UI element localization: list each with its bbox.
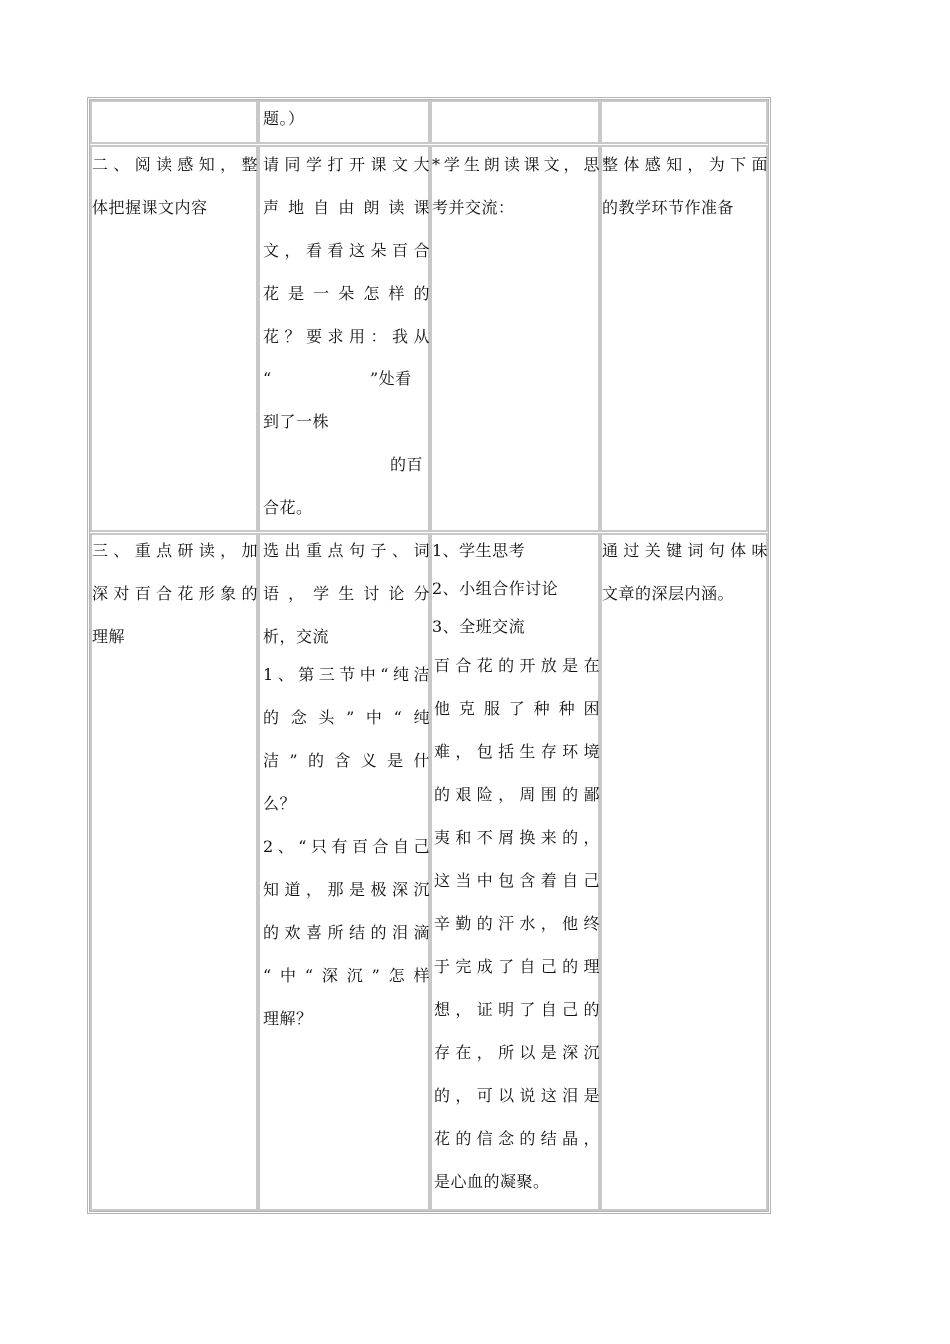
row0-col3-cell — [430, 100, 600, 144]
cell-text-line: 夷和不屑换来的， — [434, 828, 600, 847]
row2-col3-cell — [430, 533, 600, 1211]
cell-text-line: 1、学生思考 — [432, 541, 526, 560]
row1-col4-cell — [600, 145, 768, 532]
cell-text-line: 理解 — [92, 627, 126, 646]
cell-text-line: 理解？ — [263, 1009, 313, 1028]
row2-col2-cell — [258, 533, 430, 1211]
cell-text-line: 合花。 — [263, 498, 313, 517]
cell-text-line: “中“深沉”怎样 — [263, 966, 430, 985]
cell-text-line: 析，交流 — [263, 627, 330, 646]
cell-text-line: 文章的深层内涵。 — [602, 584, 735, 603]
cell-text-line: 花的信念的结晶， — [434, 1129, 600, 1148]
cell-text-line: ”处看 — [370, 369, 412, 388]
row0-col1-cell — [90, 100, 258, 144]
cell-text-line: 的艰险，周围的鄙 — [434, 785, 600, 804]
cell-text-line: 二、阅读感知，整 — [92, 155, 258, 174]
cell-text-line: 2、小组合作讨论 — [432, 579, 559, 598]
row1-col2-cell — [258, 145, 430, 532]
cell-text-line: 的，可以说这泪是 — [434, 1086, 600, 1105]
cell-text-line: 声地自由朗读课 — [263, 198, 430, 217]
cell-text-line: 难，包括生存环境 — [434, 742, 600, 761]
cell-text-line: 么？ — [263, 794, 297, 813]
cell-text-line: 深对百合花形象的 — [92, 584, 258, 603]
cell-text-line: 知道，那是极深沉 — [263, 880, 430, 899]
cell-text-line: 的念头”中“纯 — [263, 708, 430, 727]
cell-text-line: 选出重点句子、词 — [263, 541, 430, 560]
row0-col2-cell — [258, 100, 430, 144]
cell-text-line: 是心血的凝聚。 — [434, 1172, 550, 1191]
row0-col4-cell — [600, 100, 768, 144]
cell-text-line: 他克服了种种困 — [434, 699, 600, 718]
cell-text-line: 三、重点研读，加 — [92, 541, 258, 560]
cell-text-line: 花是一朵怎样的 — [263, 284, 430, 303]
cell-text-line: 的百 — [390, 455, 424, 474]
cell-text-line: 1、第三节中“纯洁 — [263, 665, 430, 684]
cell-text-line: 于完成了自己的理 — [434, 957, 600, 976]
cell-text-line: 整体感知，为下面 — [602, 155, 768, 174]
cell-text-line: 请同学打开课文大 — [263, 155, 430, 174]
cell-text-line: 通过关键词句体味 — [602, 541, 768, 560]
cell-text-line: 的教学环节作准备 — [602, 198, 735, 217]
cell-text-line: 题。） — [263, 109, 305, 128]
cell-text-line: 语，学生讨论分 — [263, 584, 430, 603]
cell-text-line: 存在，所以是深沉 — [434, 1043, 600, 1062]
row2-col1-cell — [90, 533, 258, 1211]
cell-text-line: 这当中包含着自己 — [434, 871, 600, 890]
cell-text-line: 百合花的开放是在 — [434, 656, 600, 675]
cell-text-line: 想，证明了自己的 — [434, 1000, 600, 1019]
cell-text-line: 文，看看这朵百合 — [263, 241, 430, 260]
row1-col3-cell — [430, 145, 600, 532]
cell-text-line: 体把握课文内容 — [92, 198, 208, 217]
cell-text-line: 花？要求用：我从 — [263, 327, 430, 346]
cell-text-line: *学生朗读课文，思 — [432, 155, 600, 174]
cell-text-line: 的欢喜所结的泪滴 — [263, 923, 430, 942]
cell-text-line: 洁”的含义是什 — [263, 751, 430, 770]
cell-text-line: 考并交流： — [432, 198, 515, 217]
cell-text-line: “ — [263, 369, 272, 388]
row1-col1-cell — [90, 145, 258, 532]
row2-col4-cell — [600, 533, 768, 1211]
cell-text-line: 辛勤的汗水，他终 — [434, 914, 600, 933]
cell-text-line: 到了一株 — [263, 412, 330, 431]
cell-text-line: 2、“只有百合自己 — [263, 837, 430, 856]
cell-text-line: 3、全班交流 — [432, 617, 526, 636]
